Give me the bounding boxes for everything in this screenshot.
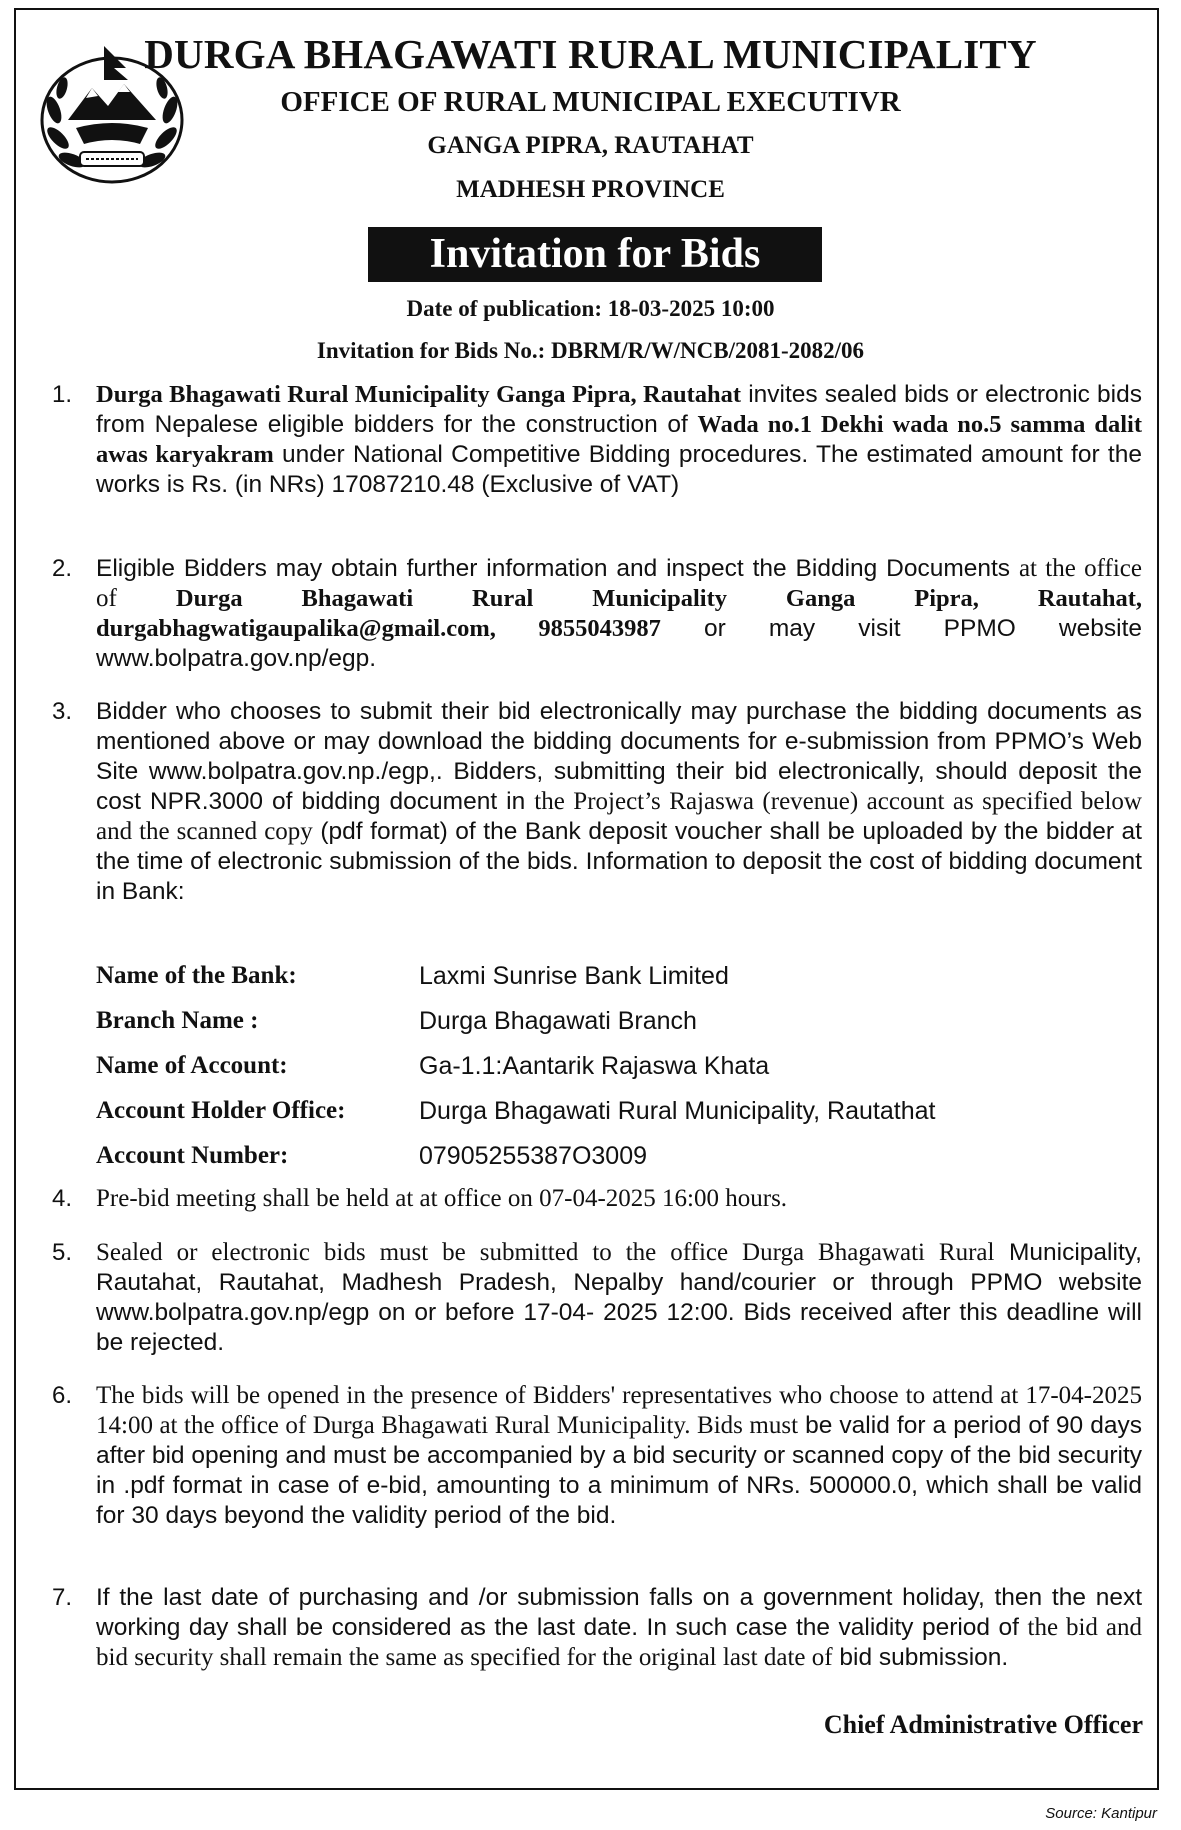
item-number: 1. [52,381,73,408]
item-text-bold: Durga Bhagawati Rural Municipality Ganga Pipra, Rautahat [96,381,742,408]
item-text-span: Eligible Bidders may obtain further information and inspect the Bidding Documents [96,555,1019,582]
item-text-bold: Wada no.1 Dekhi wada no.5 samma dalit awas karyakram [96,411,1142,468]
item-number: 4. [52,1185,73,1212]
publication-date: Date of publication: 18-03-2025 10:00 [406,296,775,321]
bank-value: Durga Bhagawati Branch [419,1007,697,1035]
bank-value: 07905255387O3009 [419,1142,648,1170]
item-text [96,1583,1142,1673]
item-text-span: Municipality, Rautahat, Rautahat, Madhesh Pradesh, Nepalby hand/courier or through PPMO website www.bolpatra.gov.np/egp on or before 17-04- 2025 12:00. Bids received after this deadline will be rejected. [96,1239,1142,1356]
item-text-bold: Durga Bhagawati Rural Municipality Ganga Pipra, Rautahat, durgabhagwatigaupalika@gmail.com, 9855043987 [96,585,1142,642]
office-name: OFFICE OF RURAL MUNICIPAL EXECUTIVR [280,86,901,118]
item-text-span: Bidder who chooses to submit their bid electronically may purchase the bidding documents as mentioned above or may download the bidding documents for e-submission from PPMO’s Web Site www.bolpatra.gov.np./egp,. Bidders, submitting their bid electronically, should deposit the cost NPR.3000 of bidding document in [96,698,1142,815]
item-text-span: If the last date of purchasing and /or submission falls on a government holiday, then the next working day shall be considered as the last date. In such case the validity period of [96,1584,1142,1641]
bank-value: Durga Bhagawati Rural Municipality, Rautathat [419,1097,936,1125]
bank-value: Laxmi Sunrise Bank Limited [419,962,729,990]
notice-title: Invitation for Bids [368,227,822,282]
item-text [96,697,1142,907]
item-text [96,1381,1142,1531]
item-text-serif: the bid and bid security shall remain the same as specified for the original last date of [96,1614,1142,1671]
item-text-span: invites sealed bids or electronic bids from Nepalese eligible bidders for the construction of [96,381,1142,438]
item-number: 3. [52,698,73,725]
bank-value: Ga-1.1:Aantarik Rajaswa Khata [419,1052,770,1080]
item-text-serif: The bids will be opened in the presence of Bidders' representatives who choose to attend at 17-04-2025 14:00 at the office of Durga Bhagawati Rural Municipality. Bids must [96,1382,1142,1439]
item-number: 6. [52,1382,73,1409]
item-text-span: be valid for a period of 90 days after bid opening and must be accompanied by a bid security or scanned copy of the bid security in .pdf format in case of e-bid, amounting to a minimum of NRs. 500000.0, which shall be valid for 30 days beyond the validity period of the bid. [96,1412,1142,1529]
bank-label: Name of the Bank: [96,962,297,989]
item-text [96,1238,1142,1358]
item-text-span: or may visit PPMO website www.bolpatra.gov.np/egp. [96,615,1142,672]
item-text [96,554,1142,674]
ifb-number: Invitation for Bids No.: DBRM/R/W/NCB/2081-2082/06 [316,338,865,363]
item-text: Pre-bid meeting shall be held at at office on 07-04-2025 16:00 hours. [96,1185,788,1212]
item-text-serif: the Project’s Rajaswa (revenue) account as specified below and the scanned copy [96,788,1142,845]
item-text-serif: at the office of [96,555,1142,612]
signature-title: Chief Administrative Officer [823,1710,1143,1739]
municipality-name: DURGA BHAGAWATI RURAL MUNICIPALITY [144,31,1037,77]
item-text-span: bid submission. [832,1644,1009,1671]
source-credit: Source: Kantipur [1045,1805,1157,1822]
bank-label: Name of Account: [96,1052,288,1079]
item-number: 2. [52,555,73,582]
bank-label: Account Holder Office: [96,1097,346,1124]
item-number: 7. [52,1584,73,1611]
bank-label: Account Number: [96,1142,289,1169]
item-number: 5. [52,1239,73,1266]
bank-label: Branch Name : [96,1007,259,1034]
office-location: GANGA PIPRA, RAUTAHAT [427,132,754,159]
item-text-span: under National Competitive Bidding procedures. The estimated amount for the works is Rs. (in NRs) 17087210.48 (Exclusive of VAT) [96,441,1142,498]
item-text [96,380,1142,500]
item-text-span: (pdf format) of the Bank deposit voucher shall be uploaded by the bidder at the time of electronic submission of the bids. Information to deposit the cost of bidding document in Bank: [96,818,1142,905]
province-name: MADHESH PROVINCE [456,176,725,203]
item-text-serif: Sealed or electronic bids must be submitted to the office Durga Bhagawati Rural [96,1239,995,1266]
